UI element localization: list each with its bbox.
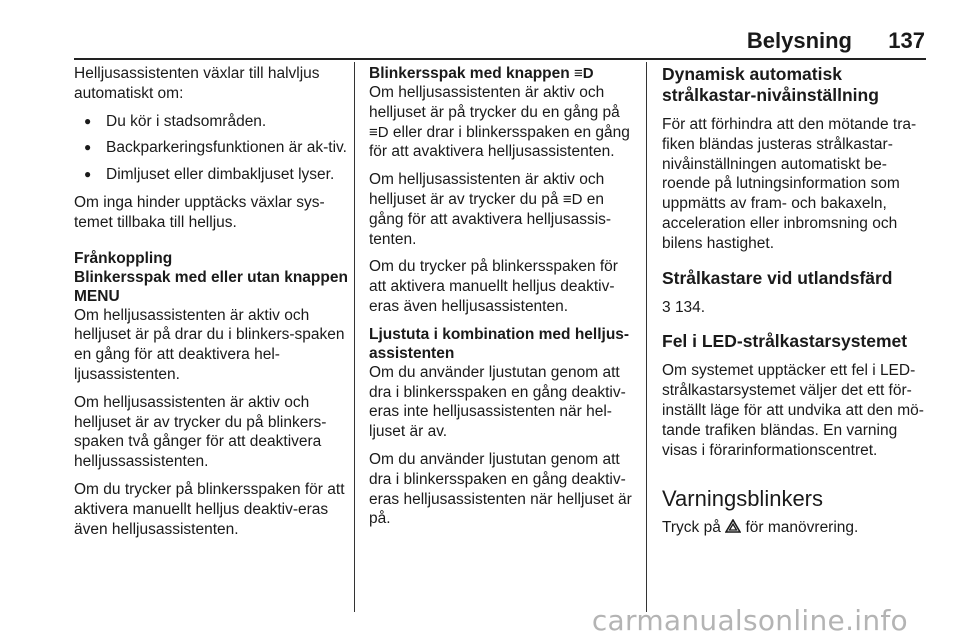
paragraph: Om du trycker på blinkersspaken för att aktivera manuellt helljus deaktiv-eras även helljusassistenten. bbox=[74, 480, 345, 538]
column-2 bbox=[369, 64, 639, 537]
section-heading: Dynamisk automatisk strålkastar-nivåinställning bbox=[662, 64, 879, 105]
page-reference: 3 134. bbox=[662, 298, 706, 316]
paragraph: Om helljusassistenten är aktiv och helljuset är på drar du i blinkers-spaken en gång för att deaktivera hel-ljusassistenten. bbox=[74, 306, 345, 383]
list-item: ● Backparkeringsfunktionen är ak-tiv. bbox=[74, 138, 350, 158]
list-item: ● Du kör i stadsområden. bbox=[74, 112, 350, 132]
sub-heading: Blinkersspak med knappen ≡D bbox=[369, 65, 594, 82]
condition-list bbox=[74, 112, 350, 185]
paragraph: För att förhindra att den mötande tra-fiken bländas justeras strålkastar-nivåinställningen automatiskt be-roende på lutningsinformation som uppmätts av fram- och bakaxeln, acceleration eller inbromsning och bilens hastighet. bbox=[662, 116, 917, 252]
paragraph: Om helljusassistenten är aktiv och helljuset är av trycker du på ≡D en gång för att avaktivera helljusassis-tenten. bbox=[369, 171, 612, 248]
sub-heading: Ljustuta i kombination med helljus-assistenten bbox=[369, 325, 630, 362]
section-heading: Frånkoppling bbox=[74, 249, 173, 267]
high-beam-assist-icon: ≡D bbox=[574, 65, 594, 82]
paragraph: Om systemet upptäcker ett fel i LED-strålkastarsystemet väljer det ett för-inställt läge för att undvika att den mö-tande trafiken bländas. En varning visas i förarinformationscentret. bbox=[662, 362, 924, 459]
intro-text: Helljusassistenten växlar till halvljus automatiskt om: bbox=[74, 65, 320, 102]
watermark: carmanualsonline.info bbox=[591, 604, 908, 637]
column-1 bbox=[74, 64, 350, 547]
paragraph: Tryck på för manövrering. bbox=[662, 519, 859, 537]
paragraph: Om helljusassistenten är aktiv och helljuset är på trycker du en gång på ≡D eller drar i blinkersspaken en gång för att avaktivera helljusassistenten. bbox=[369, 84, 630, 161]
section-heading: Strålkastare vid utlandsfärd bbox=[662, 267, 893, 288]
page-header bbox=[0, 26, 960, 56]
chapter-heading: Varningsblinkers bbox=[662, 486, 824, 512]
hazard-warning-icon bbox=[725, 518, 741, 538]
paragraph: Om inga hinder upptäcks växlar sys-temet tillbaka till helljus. bbox=[74, 193, 325, 231]
paragraph: Om du använder ljustutan genom att dra i blinkersspaken en gång deaktiv-eras inte helljusassistenten när hel-ljuset är av. bbox=[369, 363, 626, 441]
paragraph: Om du använder ljustutan genom att dra i blinkersspaken en gång deaktiv-eras helljusassistenten när helljuset är på. bbox=[369, 450, 632, 528]
column-divider-1 bbox=[354, 62, 355, 612]
paragraph: Om helljusassistenten är aktiv och helljuset är av trycker du på blinkers-spaken två gånger för att deaktivera helljussassistenten. bbox=[74, 393, 327, 471]
list-item: ● Dimljuset eller dimbakljuset lyser. bbox=[74, 165, 350, 185]
column-3 bbox=[662, 64, 928, 546]
header-rule bbox=[74, 58, 926, 60]
section-heading: Fel i LED-strålkastarsystemet bbox=[662, 331, 908, 352]
chapter-title: Belysning bbox=[746, 28, 852, 53]
high-beam-assist-icon: ≡D bbox=[562, 190, 583, 208]
sub-heading: Blinkersspak med eller utan knappen MENU bbox=[74, 268, 348, 305]
page-number: 137 bbox=[888, 28, 925, 53]
paragraph: Om du trycker på blinkersspaken för att aktivera manuellt helljus deaktiv-eras även helljusassistenten. bbox=[369, 258, 618, 315]
column-divider-2 bbox=[646, 62, 647, 612]
high-beam-assist-icon: ≡D bbox=[369, 123, 389, 141]
reference-arrow-icon: 3 bbox=[662, 298, 671, 316]
